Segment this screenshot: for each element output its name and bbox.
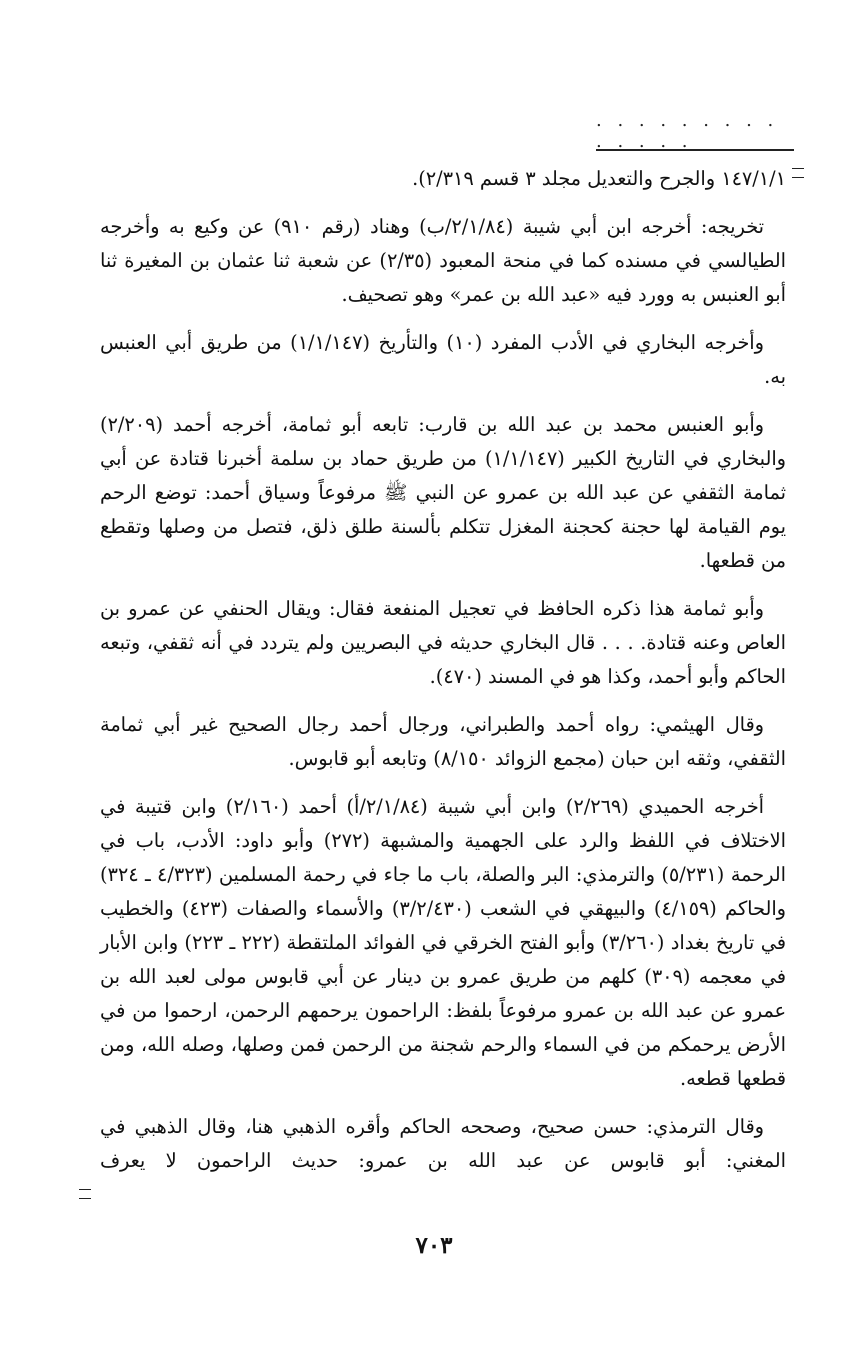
paragraph-humaydi: أخرجه الحميدي (٢/٢٦٩) وابن أبي شيبة (٢/١/٨٤/أ) أحمد (٢/١٦٠) وابن قتيبة في الاختلاف في اللفظ والرد على الجهمية والمشبهة (٢٧٢) وأبو داود: الأدب، باب في الرحمة (٥/٢٣١) والترمذي: البر والصلة، باب ما جاء في رحمة المسلمين (٤/٣٢٣ ـ ٣٢٤) والحاكم (٤/١٥٩) والبيهقي في الشعب (٣/٢/٤٣٠) والأسماء والصفات (٤٢٣) والخطيب في تاريخ بغداد (٣/٢٦٠) وأبو الفتح الخرقي في الفوائد الملتقطة (٢٢٢ ـ ٢٢٣) وابن الأبار في معجمه (٣٠٩) كلهم من طريق عمرو بن دينار عن أبي قابوس مولى لعبد الله بن عمرو عن عبد الله بن عمرو مرفوعاً بلفظ: الراحمون يرحمهم الرحمن، ارحموا من في الأرض يرحمكم من في السماء والرحم شجنة من الرحمن فمن وصلها، وصله الله، ومن قطعها قطعه. bbox=[100, 795, 786, 1090]
paragraph-tirmidhi: وقال الترمذي: حسن صحيح، وصححه الحاكم وأقره الذهبي هنا، وقال الذهبي في المغني: أبو قابوس عن عبد الله بن عمرو: حديث الراحمون لا يعرف bbox=[100, 1115, 786, 1172]
paragraph-takhrij: تخريجه: أخرجه ابن أبي شيبة (٢/١/٨٤/ب) وهناد (رقم ٩١٠) عن وكيع به وأخرجه الطيالسي في مسنده كما في منحة المعبود (٢/٣٥) عن شعبة ثنا عثمان بن المغيرة ثنا أبو العنبس به وورد فيه «عبد الله بن عمر» وهو تصحيف. bbox=[100, 215, 786, 306]
paragraph-bukhari: وأخرجه البخاري في الأدب المفرد (١٠) والتأريخ (١/١/١٤٧) من طريق أبي العنبس به. bbox=[100, 331, 786, 388]
page-number: ٧٠٣ bbox=[415, 1232, 453, 1259]
page-body bbox=[100, 162, 786, 1192]
paragraph-haythami: وقال الهيثمي: رواه أحمد والطبراني، ورجال أحمد رجال الصحيح غير أبي ثمامة الثقفي، وثقه ابن حبان (مجمع الزوائد ٨/١٥٠) وتابعه أبو قابوس. bbox=[100, 713, 786, 770]
paragraph-continuation: ١٤٧/١/١ والجرح والتعديل مجلد ٣ قسم ٢/٣١٩). bbox=[412, 167, 786, 190]
continuation-mark-bottom bbox=[79, 1189, 91, 1199]
footnote-separator-rule bbox=[596, 149, 794, 151]
paragraph-abu-al-anbas: وأبو العنبس محمد بن عبد الله بن قارب: تابعه أبو ثمامة، أخرجه أحمد (٢/٢٠٩) والبخاري في التاريخ الكبير (١/١/١٤٧) من طريق حماد بن سلمة أخبرنا قتادة عن أبي ثمامة الثقفي عن عبد الله بن عمرو عن النبي ﷺ مرفوعاً وسياق أحمد: توضع الرحم يوم القيامة لها حجنة كحجنة المغزل تتكلم بألسنة طلق ذلق، فتصل من وصلها وتقطع من قطعها. bbox=[100, 413, 786, 572]
continuation-mark-top bbox=[792, 168, 804, 178]
footnote-dots: . . . . . . . . . . . . . . bbox=[596, 110, 779, 152]
paragraph-abu-thumama: وأبو ثمامة هذا ذكره الحافظ في تعجيل المنفعة فقال: ويقال الحنفي عن عمرو بن العاص وعنه قتادة. . . . قال البخاري حديثه في البصريين ولم يتردد في أنه ثقفي، وتبعه الحاكم وأبو أحمد، وكذا هو في المسند (٤٧٠). bbox=[100, 597, 786, 688]
